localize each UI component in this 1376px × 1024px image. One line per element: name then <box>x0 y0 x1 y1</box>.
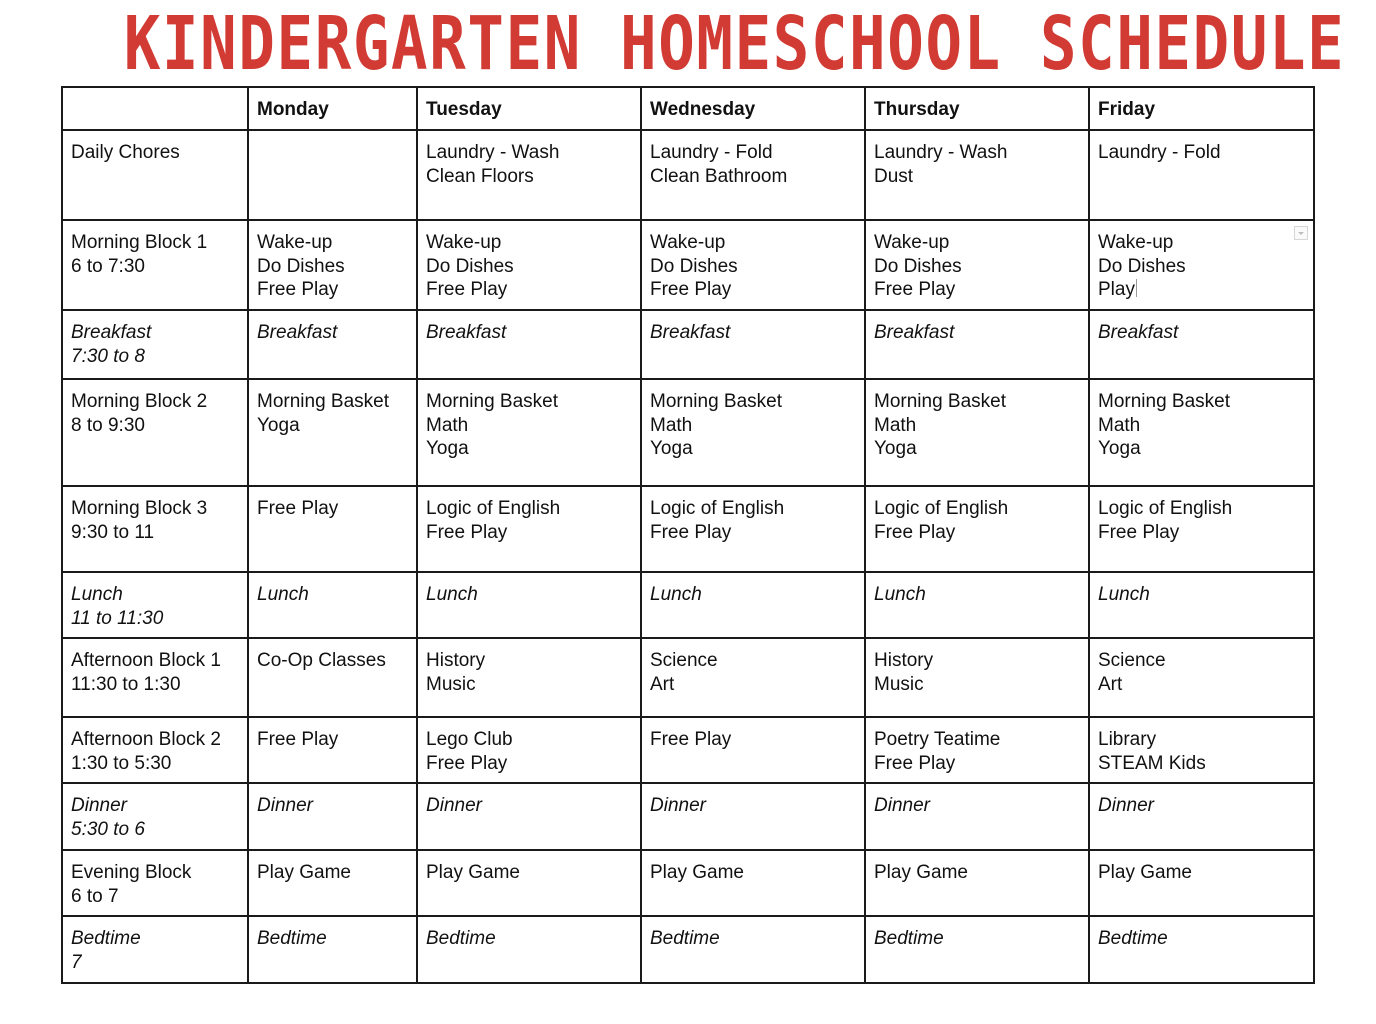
block-time: 6 to 7:30 <box>71 255 145 277</box>
activity-text: Lunch <box>650 584 702 605</box>
row-label-cell[interactable] <box>62 783 248 850</box>
activity-text: Logic of English <box>1098 498 1233 519</box>
activity-text: Laundry - Fold <box>650 142 773 163</box>
schedule-cell[interactable] <box>1089 130 1314 220</box>
schedule-row <box>62 379 1314 486</box>
block-name: Afternoon Block 1 <box>71 650 221 671</box>
activity-text: History <box>874 650 934 671</box>
schedule-cell[interactable] <box>865 310 1089 379</box>
block-name: Evening Block <box>71 862 192 883</box>
schedule-cell[interactable] <box>417 220 641 310</box>
schedule-cell[interactable] <box>641 717 865 783</box>
activity-text: Wake-up <box>426 232 502 253</box>
header-row <box>62 87 1314 130</box>
block-time: 8 to 9:30 <box>71 414 145 436</box>
schedule-cell[interactable] <box>248 220 417 310</box>
schedule-cell[interactable] <box>865 783 1089 850</box>
schedule-cell[interactable] <box>1089 486 1314 572</box>
activity-text: Do Dishes <box>426 255 514 277</box>
schedule-cell[interactable] <box>1089 220 1314 310</box>
activity-text: Morning Basket <box>257 391 390 412</box>
block-name: Dinner <box>71 795 127 816</box>
activity-text: Math <box>426 414 469 436</box>
schedule-cell[interactable] <box>248 717 417 783</box>
activity-text: History <box>426 650 486 671</box>
activity-text: Bedtime <box>1098 928 1168 949</box>
schedule-row <box>62 572 1314 638</box>
schedule-cell[interactable] <box>1089 310 1314 379</box>
schedule-cell[interactable] <box>865 130 1089 220</box>
schedule-cell[interactable] <box>417 310 641 379</box>
schedule-cell[interactable] <box>865 379 1089 486</box>
schedule-cell[interactable] <box>1089 379 1314 486</box>
activity-text: Wake-up <box>1098 232 1174 253</box>
schedule-cell[interactable] <box>248 850 417 916</box>
activity-text: Dinner <box>650 795 706 816</box>
activity-text: Lunch <box>257 584 309 605</box>
activity-text: Math <box>650 414 693 436</box>
text-cursor <box>1136 279 1137 297</box>
schedule-cell[interactable] <box>641 783 865 850</box>
activity-text: Lego Club <box>426 729 513 750</box>
activity-text: Free Play <box>1098 521 1180 543</box>
block-time: 7:30 to 8 <box>71 345 145 367</box>
activity-text: Morning Basket <box>426 391 559 412</box>
schedule-cell[interactable] <box>417 486 641 572</box>
activity-text: Do Dishes <box>1098 255 1186 277</box>
block-time: 5:30 to 6 <box>71 818 145 840</box>
activity-text: Science <box>1098 650 1166 671</box>
schedule-cell[interactable] <box>641 850 865 916</box>
activity-text: Math <box>1098 414 1141 436</box>
activity-text: Morning Basket <box>874 391 1007 412</box>
block-name: Bedtime <box>71 928 141 949</box>
activity-text: Yoga <box>426 438 469 459</box>
block-time: 1:30 to 5:30 <box>71 752 172 774</box>
activity-text: Play Game <box>257 862 351 883</box>
schedule-cell[interactable] <box>248 486 417 572</box>
day-header[interactable]: Wednesday <box>641 87 865 130</box>
row-label-cell[interactable] <box>62 310 248 379</box>
schedule-cell[interactable] <box>417 379 641 486</box>
schedule-cell[interactable] <box>641 220 865 310</box>
activity-text: Bedtime <box>257 928 327 949</box>
activity-text: Free Play <box>426 521 508 543</box>
activity-text: Bedtime <box>426 928 496 949</box>
corner-cell[interactable] <box>62 87 248 130</box>
schedule-cell[interactable] <box>417 638 641 717</box>
activity-text: Morning Basket <box>1098 391 1231 412</box>
activity-text: Lunch <box>1098 584 1150 605</box>
activity-text: Morning Basket <box>650 391 783 412</box>
schedule-cell[interactable] <box>1089 916 1314 983</box>
schedule-cell[interactable] <box>417 717 641 783</box>
activity-text: Clean Floors <box>426 165 534 187</box>
schedule-cell[interactable] <box>248 916 417 983</box>
schedule-row <box>62 638 1314 717</box>
row-label-cell[interactable] <box>62 916 248 983</box>
schedule-cell[interactable] <box>865 220 1089 310</box>
schedule-cell[interactable] <box>248 638 417 717</box>
activity-text: Co-Op Classes <box>257 650 386 671</box>
schedule-cell[interactable] <box>417 850 641 916</box>
activity-text: Free Play <box>650 521 732 543</box>
schedule-cell[interactable] <box>641 310 865 379</box>
activity-text: Breakfast <box>874 322 955 343</box>
activity-text: Wake-up <box>257 232 333 253</box>
schedule-cell[interactable] <box>248 310 417 379</box>
activity-text: Yoga <box>874 438 917 459</box>
schedule-cell[interactable] <box>1089 572 1314 638</box>
schedule-cell[interactable] <box>865 916 1089 983</box>
activity-text: Free Play <box>257 498 339 519</box>
activity-text: Yoga <box>257 414 300 436</box>
row-label-cell[interactable] <box>62 850 248 916</box>
activity-text: Free Play <box>874 752 956 774</box>
row-label-cell[interactable] <box>62 130 248 220</box>
activity-text: Logic of English <box>426 498 561 519</box>
day-header[interactable]: Friday <box>1089 87 1314 130</box>
schedule-row <box>62 916 1314 983</box>
schedule-cell[interactable] <box>248 572 417 638</box>
page-title: KINDERGARTEN HOMESCHOOL SCHEDULE <box>123 1 1346 87</box>
schedule-cell[interactable] <box>641 130 865 220</box>
schedule-row <box>62 220 1314 310</box>
activity-text: Logic of English <box>874 498 1009 519</box>
schedule-body <box>62 130 1314 983</box>
activity-text: Free Play <box>426 279 508 300</box>
block-time: 11:30 to 1:30 <box>71 673 181 695</box>
schedule-cell[interactable] <box>248 379 417 486</box>
row-label-cell[interactable] <box>62 486 248 572</box>
activity-text: Bedtime <box>874 928 944 949</box>
schedule-row <box>62 486 1314 572</box>
activity-text: Play Game <box>426 862 520 883</box>
activity-text: Play Game <box>1098 862 1192 883</box>
block-name: Lunch <box>71 584 123 605</box>
activity-text: Free Play <box>426 752 508 774</box>
schedule-cell[interactable] <box>417 783 641 850</box>
row-label-cell[interactable] <box>62 379 248 486</box>
schedule-cell[interactable] <box>417 916 641 983</box>
activity-text: Dust <box>874 165 914 187</box>
day-header[interactable]: Thursday <box>865 87 1089 130</box>
block-time: 6 to 7 <box>71 885 119 907</box>
schedule-cell[interactable] <box>641 572 865 638</box>
activity-text: Play Game <box>874 862 968 883</box>
schedule-cell[interactable] <box>641 486 865 572</box>
schedule-cell[interactable] <box>417 572 641 638</box>
activity-text: Dinner <box>1098 795 1154 816</box>
activity-text: Laundry - Wash <box>874 142 1008 163</box>
schedule-cell[interactable] <box>1089 717 1314 783</box>
row-label-cell[interactable] <box>62 717 248 783</box>
activity-text: Music <box>874 673 924 695</box>
schedule-cell[interactable] <box>1089 783 1314 850</box>
schedule-cell[interactable] <box>865 486 1089 572</box>
activity-text: Art <box>650 673 675 695</box>
activity-text: Art <box>1098 673 1123 695</box>
schedule-cell[interactable] <box>641 916 865 983</box>
schedule-row <box>62 717 1314 783</box>
schedule-cell[interactable] <box>865 850 1089 916</box>
day-header[interactable]: Tuesday <box>417 87 641 130</box>
activity-text: Dinner <box>257 795 313 816</box>
cell-dropdown-icon[interactable] <box>1294 226 1308 240</box>
schedule-table <box>61 86 1315 984</box>
activity-text: Wake-up <box>650 232 726 253</box>
activity-text: Free Play <box>650 729 732 750</box>
block-name: Morning Block 3 <box>71 498 208 519</box>
schedule-cell[interactable] <box>1089 850 1314 916</box>
activity-text: Free Play <box>650 279 732 300</box>
schedule-cell[interactable] <box>248 130 417 220</box>
schedule-cell[interactable] <box>641 379 865 486</box>
schedule-cell[interactable] <box>417 130 641 220</box>
activity-text: Bedtime <box>650 928 720 949</box>
activity-text: Do Dishes <box>650 255 738 277</box>
schedule-row <box>62 130 1314 220</box>
activity-text: Lunch <box>874 584 926 605</box>
activity-text: Dinner <box>426 795 482 816</box>
activity-text: Yoga <box>650 438 693 459</box>
block-time: 7 <box>71 951 82 973</box>
row-label-cell[interactable] <box>62 220 248 310</box>
block-name: Afternoon Block 2 <box>71 729 221 750</box>
activity-text: Free Play <box>874 279 956 300</box>
activity-text: Do Dishes <box>257 255 345 277</box>
row-label-cell[interactable] <box>62 638 248 717</box>
activity-text: Wake-up <box>874 232 950 253</box>
activity-text: Clean Bathroom <box>650 165 788 187</box>
activity-text: Do Dishes <box>874 255 962 277</box>
block-name: Breakfast <box>71 322 152 343</box>
activity-text: Lunch <box>426 584 478 605</box>
schedule-cell[interactable] <box>641 638 865 717</box>
block-time: 11 to 11:30 <box>71 607 164 629</box>
block-name: Daily Chores <box>71 142 180 163</box>
block-name: Morning Block 1 <box>71 232 208 253</box>
schedule-row <box>62 783 1314 850</box>
block-time: 9:30 to 11 <box>71 521 155 543</box>
activity-text: Play Game <box>650 862 744 883</box>
schedule-cell[interactable] <box>248 783 417 850</box>
activity-text: Library <box>1098 729 1157 750</box>
schedule-row <box>62 310 1314 379</box>
schedule-cell[interactable] <box>865 717 1089 783</box>
activity-text: Poetry Teatime <box>874 729 1001 750</box>
activity-text: Laundry - Fold <box>1098 142 1221 163</box>
row-label-cell[interactable] <box>62 572 248 638</box>
activity-text: Breakfast <box>650 322 731 343</box>
activity-text: Play <box>1098 279 1135 300</box>
schedule-cell[interactable] <box>865 572 1089 638</box>
activity-text: Logic of English <box>650 498 785 519</box>
activity-text: Science <box>650 650 718 671</box>
activity-text: Free Play <box>874 521 956 543</box>
activity-text: Laundry - Wash <box>426 142 560 163</box>
activity-text: Free Play <box>257 279 339 300</box>
activity-text: Math <box>874 414 917 436</box>
day-header[interactable]: Monday <box>248 87 417 130</box>
activity-text: Music <box>426 673 476 695</box>
activity-text: Breakfast <box>257 322 338 343</box>
activity-text: Breakfast <box>426 322 507 343</box>
block-name: Morning Block 2 <box>71 391 208 412</box>
activity-text: STEAM Kids <box>1098 752 1206 774</box>
schedule-row <box>62 850 1314 916</box>
activity-text: Yoga <box>1098 438 1141 459</box>
schedule-cell[interactable] <box>865 638 1089 717</box>
activity-text: Breakfast <box>1098 322 1179 343</box>
activity-text: Dinner <box>874 795 930 816</box>
activity-text: Free Play <box>257 729 339 750</box>
schedule-cell[interactable] <box>1089 638 1314 717</box>
